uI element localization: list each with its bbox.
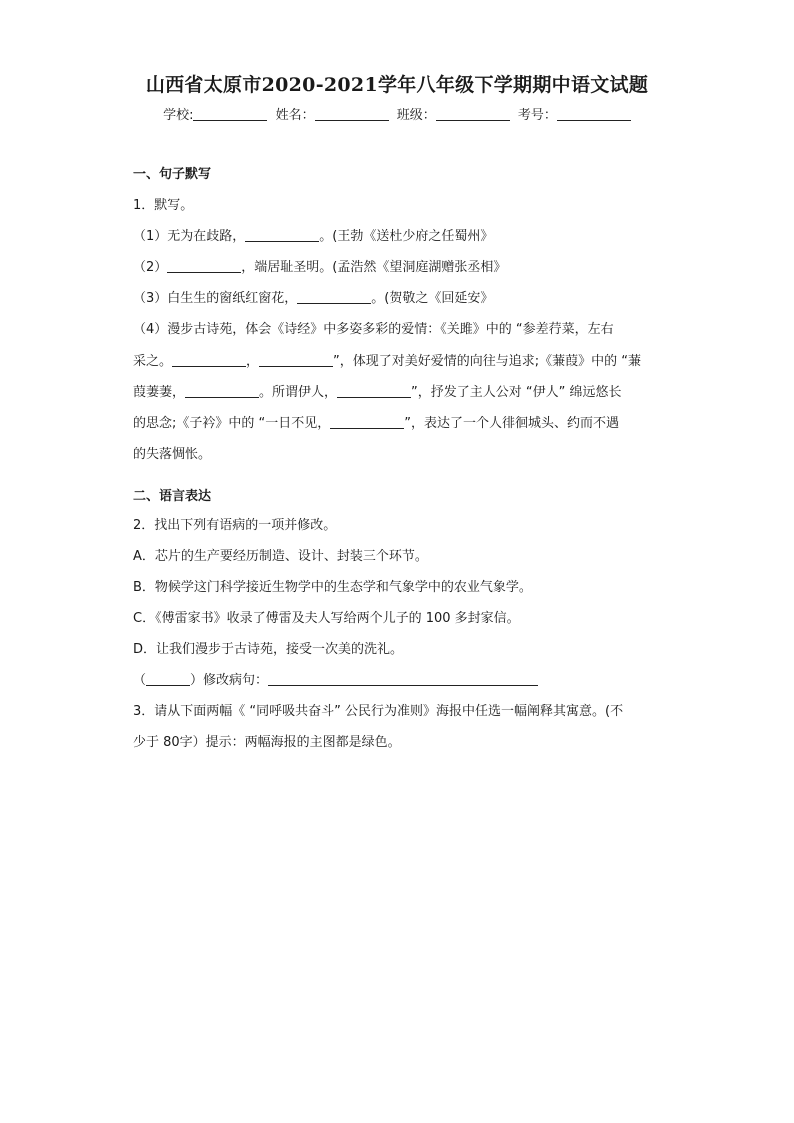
q1-item-3 [133, 283, 493, 314]
q1-item-4-line1: （4）漫步古诗苑，体会《诗经》中多姿多彩的爱情：《关雎》中的 “参差荇菜，左右 [133, 322, 614, 337]
q1-4-l3-text-a: 葭萋萋， [133, 385, 186, 400]
q1-1-blank[interactable] [245, 228, 319, 242]
q1-4-blank-1[interactable] [172, 353, 246, 367]
q1-4-l4-text-a: 的思念;《子衿》中的 “一日不见， [133, 416, 331, 431]
q1-4-blank-5[interactable] [330, 415, 404, 429]
q1-4-l2-text-c: ”，体现了对美好爱情的向往与追求;《蒹葭》中的 “蒹 [333, 354, 642, 369]
q2-label: 2．找出下列有语病的一项并修改。 [133, 518, 337, 533]
q1-1-text-a: （1）无为在歧路， [133, 229, 246, 244]
q1-label: 1．默写。 [133, 198, 194, 213]
q1-2-text-b: ，端居耻圣明。(孟浩然《望洞庭湖赠张丞相》 [241, 260, 507, 275]
student-info-row [0, 104, 794, 123]
q1-4-blank-3[interactable] [185, 384, 259, 398]
section1-heading: 一、句子默写 [133, 167, 212, 182]
q1-4-blank-2[interactable] [259, 353, 333, 367]
school-field [163, 104, 267, 123]
q1-item-4-line4 [133, 408, 619, 439]
q1-item-4-line5: 的失落惆怅。 [133, 447, 212, 462]
q2-paren-open: （ [133, 673, 147, 688]
exam-no-field [518, 104, 631, 123]
name-blank[interactable] [315, 107, 389, 121]
q1-2-text-a: （2） [133, 260, 168, 275]
page-title: 山西省太原市2020-2021学年八年级下学期期中语文试题 [145, 74, 649, 96]
q1-3-text-b: 。(贺敬之《回延安》 [371, 291, 494, 306]
q3-line1: 3．请从下面两幅《 “同呼吸共奋斗” 公民行为准则》海报中任选一幅阐释其寓意。(不 [133, 704, 624, 719]
q2-answer-line [133, 665, 538, 696]
q2-option-c: C．《傅雷家书》收录了傅雷及夫人写给两个儿子的 100 多封家信。 [133, 611, 520, 626]
exam-no-label: 考号： [517, 108, 557, 123]
q2-fix-blank[interactable] [268, 672, 538, 686]
class-label: 班级： [396, 108, 436, 123]
school-label: 学校: [163, 108, 194, 123]
q2-option-b: B．物候学这门科学接近生物学中的生态学和气象学中的农业气象学。 [133, 580, 532, 595]
q3-line2: 少于 80字）提示：两幅海报的主图都是绿色。 [133, 735, 401, 750]
q1-4-l3-text-b: 。所谓伊人， [259, 385, 338, 400]
q1-item-4-line2 [133, 346, 641, 377]
q2-fix-label: ）修改病句： [190, 673, 269, 688]
q1-item-4-line3 [133, 377, 622, 408]
q1-3-blank[interactable] [297, 290, 371, 304]
q1-4-l3-text-c: ”，抒发了主人公对 “伊人” 绵远悠长 [411, 385, 622, 400]
q1-1-text-b: 。(王勃《送杜少府之任蜀州》 [319, 229, 494, 244]
q2-option-a: A．芯片的生产要经历制造、设计、封装三个环节。 [133, 549, 428, 564]
q1-item-1 [133, 221, 493, 252]
section2-heading: 二、语言表达 [133, 489, 212, 504]
name-label: 姓名： [275, 108, 315, 123]
q1-4-blank-4[interactable] [337, 384, 411, 398]
q1-4-l2-text-a: 采之。 [133, 354, 173, 369]
q1-item-2 [133, 252, 506, 283]
q1-3-text-a: （3）白生生的窗纸红窗花， [133, 291, 298, 306]
q1-2-blank[interactable] [167, 259, 241, 273]
q1-4-l4-text-b: ”，表达了一个人徘徊城头、约而不遇 [404, 416, 619, 431]
exam-no-blank[interactable] [557, 107, 631, 121]
class-field [397, 104, 510, 123]
q1-4-l2-text-b: ， [246, 354, 260, 369]
name-field [276, 104, 389, 123]
q2-choice-blank[interactable] [146, 672, 190, 686]
school-blank[interactable] [193, 107, 267, 121]
class-blank[interactable] [436, 107, 510, 121]
q2-option-d: D．让我们漫步于古诗苑，接受一次美的洗礼。 [133, 642, 404, 657]
